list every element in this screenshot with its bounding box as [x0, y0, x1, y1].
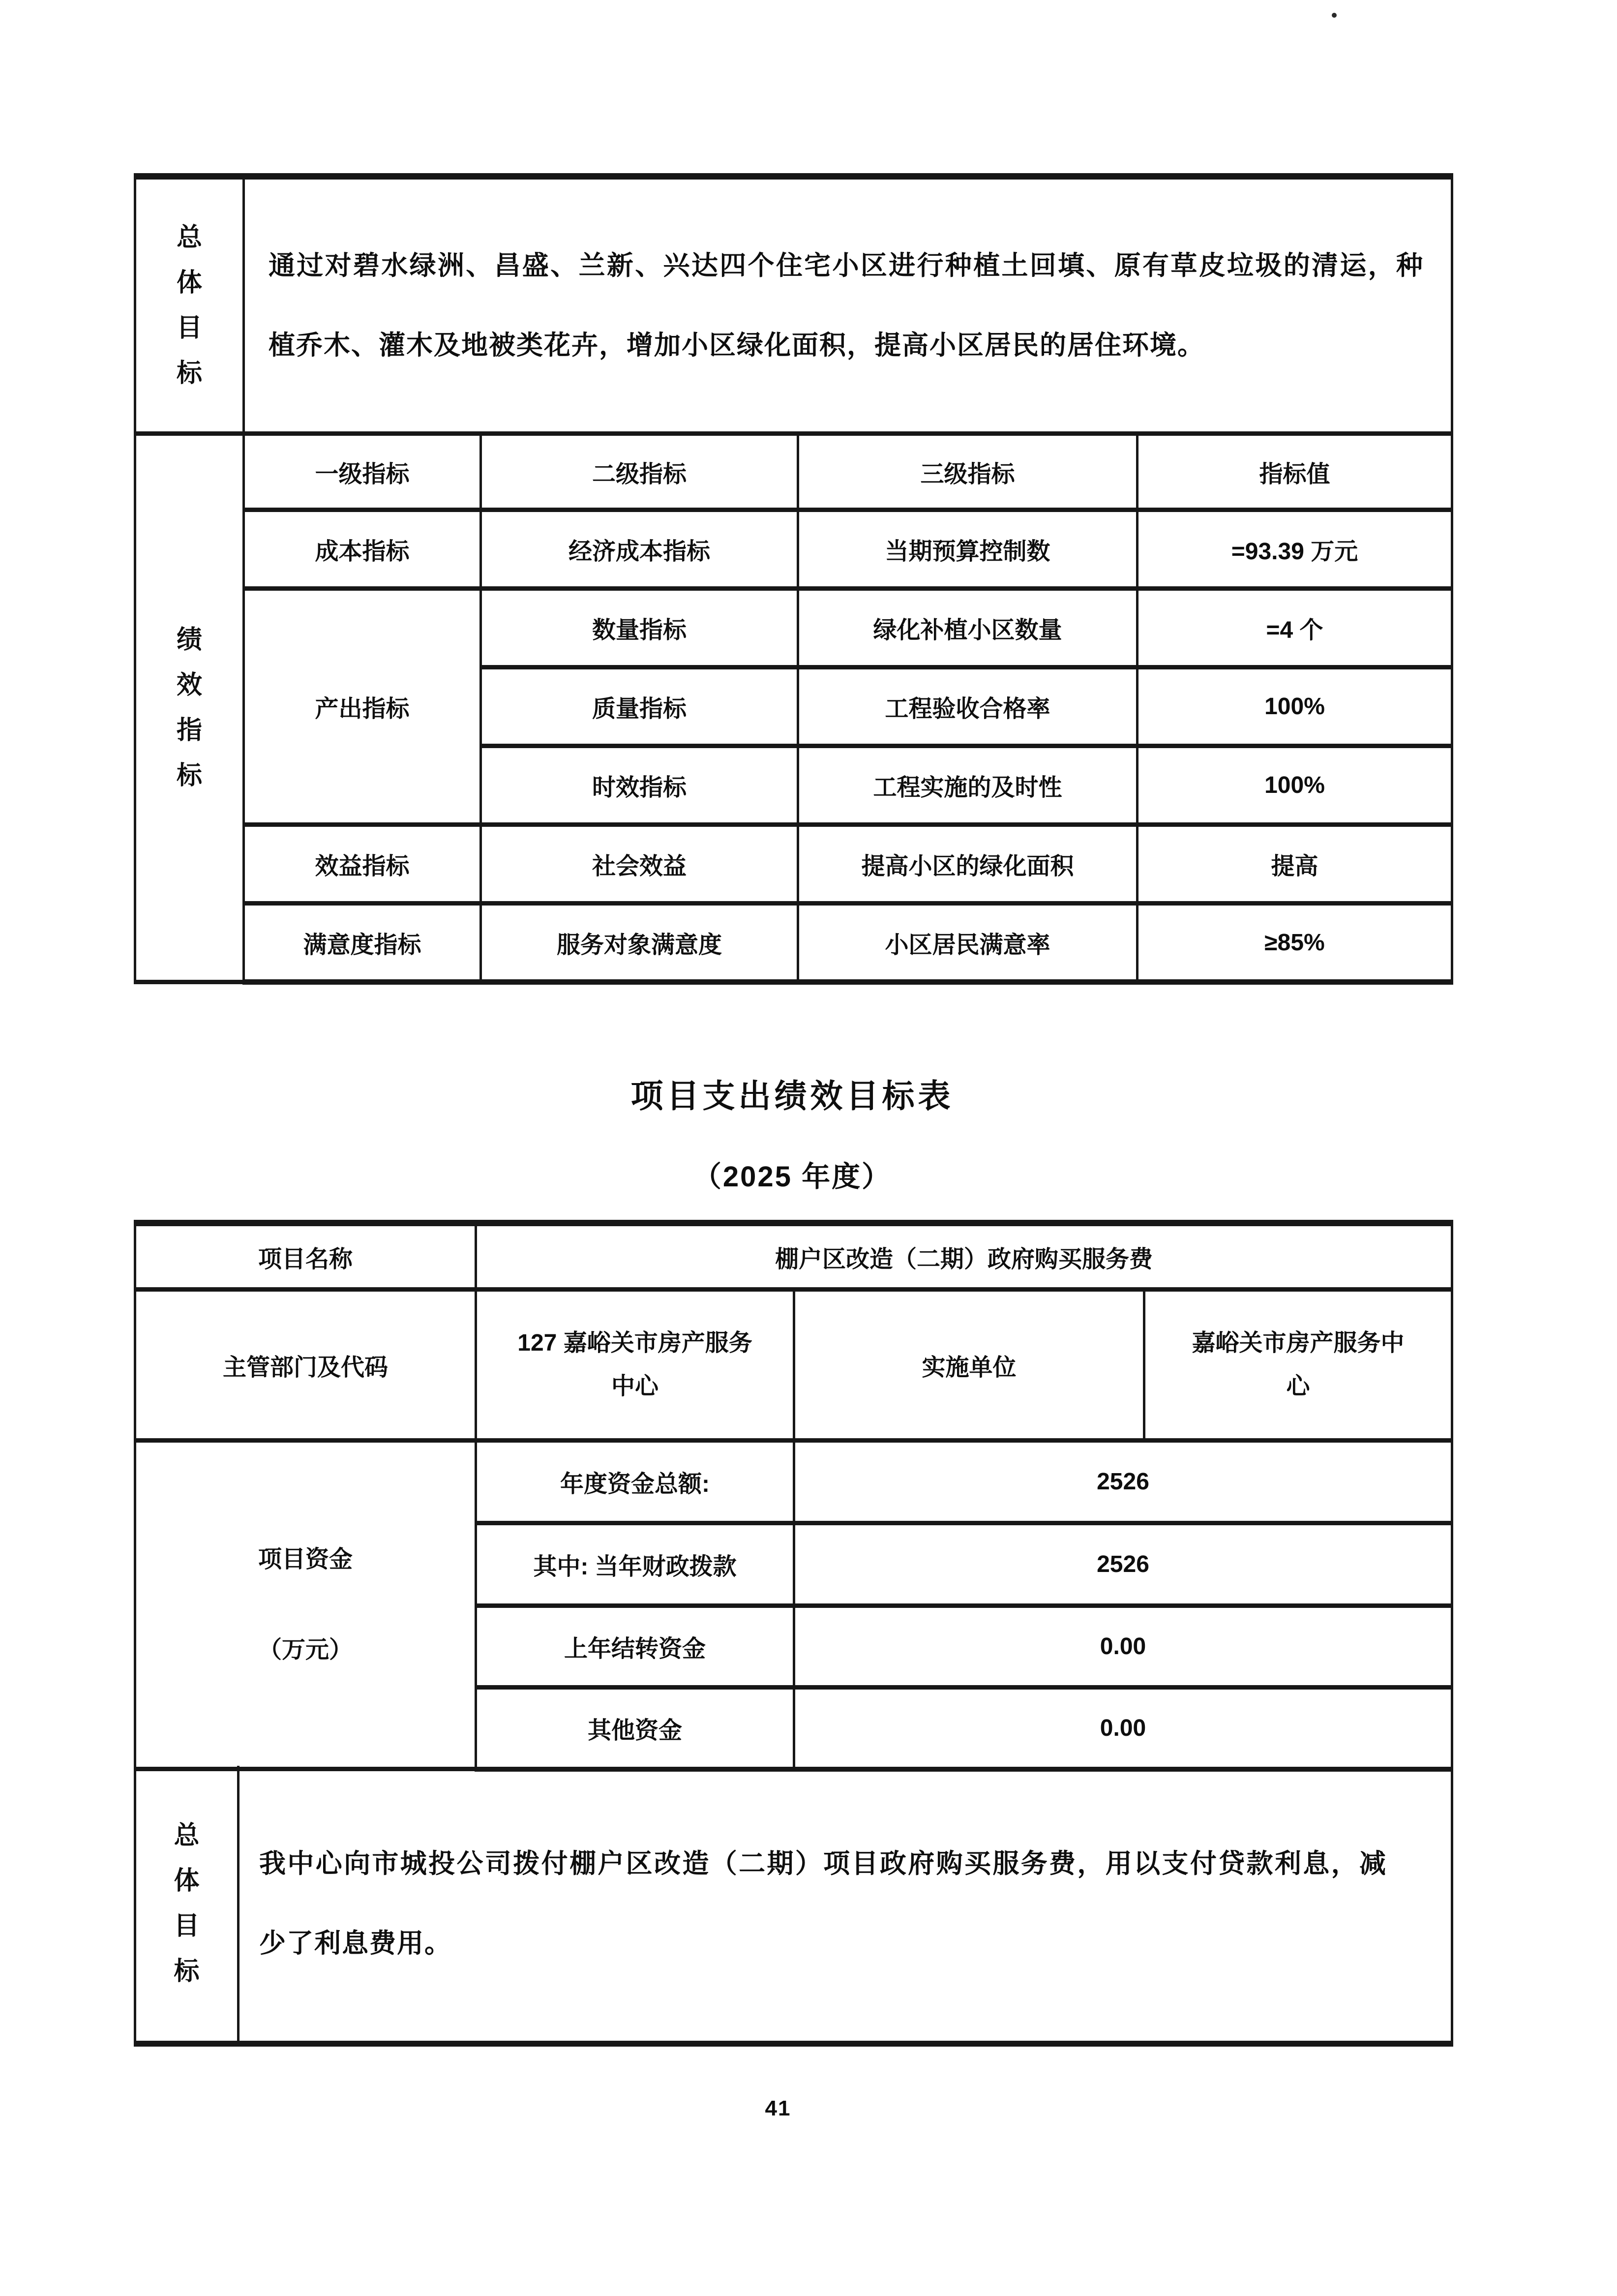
indicator-l1: 满意度指标 — [244, 904, 481, 982]
perf-indicator-label-cell — [135, 434, 244, 982]
table-row — [135, 177, 1452, 434]
column-header-level3: 三级指标 — [798, 434, 1138, 510]
overall-goal-text-cell — [239, 1766, 1452, 2044]
overall-goal-label: 总体目标 — [176, 223, 202, 388]
fund-row-label: 年度资金总额: — [476, 1441, 794, 1523]
indicator-l2: 质量指标 — [481, 667, 798, 746]
fund-row-label: 上年结转资金 — [476, 1606, 794, 1688]
indicator-l3: 当期预算控制数 — [798, 510, 1138, 589]
table-row — [135, 1223, 1452, 1290]
scan-artifact-dot — [1332, 13, 1337, 18]
table-row — [135, 510, 1452, 589]
indicator-l2: 时效指标 — [481, 746, 798, 825]
fund-row-value: 2526 — [794, 1523, 1452, 1606]
indicator-l1: 效益指标 — [244, 825, 481, 904]
section-title: 项目支出绩效目标表 — [630, 1078, 954, 1114]
project-name-value: 棚户区改造（二期）政府购买服务费 — [476, 1223, 1452, 1290]
column-header-level1: 一级指标 — [244, 434, 481, 510]
project-target-table — [134, 1220, 1453, 1772]
indicator-value: 提高 — [1138, 825, 1452, 904]
table-row — [135, 1290, 1452, 1441]
fund-row-label: 其中: 当年财政拨款 — [476, 1523, 794, 1606]
indicator-l2: 服务对象满意度 — [481, 904, 798, 982]
indicator-value: ≥85% — [1138, 904, 1452, 982]
indicator-l2: 数量指标 — [481, 589, 798, 667]
fund-row-value: 2526 — [794, 1441, 1452, 1523]
table-row — [135, 904, 1452, 982]
column-header-level2: 二级指标 — [481, 434, 798, 510]
project-overall-goal-row — [134, 1766, 1453, 2047]
indicator-l3: 小区居民满意率 — [798, 904, 1138, 982]
fund-row-value: 0.00 — [794, 1606, 1452, 1688]
indicator-l1: 成本指标 — [244, 510, 481, 589]
overall-goal-text: 我中心向市城投公司拨付棚户区改造（二期）项目政府购买服务费，用以支付贷款利息，减少了利息费用。 — [259, 1848, 1387, 1958]
project-fund-label: 项目资金 — [258, 1546, 353, 1572]
impl-unit-value: 嘉峪关市房产服务中心 — [1144, 1290, 1452, 1441]
overall-goal-label-cell — [135, 177, 244, 434]
dept-value: 127 嘉峪关市房产服务中心 — [476, 1290, 794, 1441]
indicator-value: 100% — [1138, 746, 1452, 825]
indicator-l3: 工程实施的及时性 — [798, 746, 1138, 825]
overall-goal-text-cell — [244, 177, 1452, 434]
section-subtitle: （2025 年度） — [692, 1161, 892, 1193]
column-header-value: 指标值 — [1138, 434, 1452, 510]
fund-row-label: 其他资金 — [476, 1688, 794, 1769]
project-fund-unit: （万元） — [258, 1636, 353, 1663]
table-row — [135, 589, 1452, 667]
table-row — [135, 825, 1452, 904]
table-row — [135, 1441, 1452, 1523]
indicator-l3: 绿化补植小区数量 — [798, 589, 1138, 667]
project-fund-label-cell — [135, 1441, 476, 1769]
indicator-value: =93.39 万元 — [1138, 510, 1452, 589]
impl-unit-label: 实施单位 — [794, 1290, 1144, 1441]
project-name-label: 项目名称 — [135, 1223, 476, 1290]
spacer — [136, 1575, 475, 1634]
perf-indicator-label: 绩效指标 — [176, 626, 202, 790]
table-header-row — [135, 434, 1452, 510]
indicator-l2: 社会效益 — [481, 825, 798, 904]
overall-goal-label: 总体目标 — [174, 1821, 200, 1986]
indicator-value: =4 个 — [1138, 589, 1452, 667]
indicator-l3: 工程验收合格率 — [798, 667, 1138, 746]
indicator-value: 100% — [1138, 667, 1452, 746]
dept-label: 主管部门及代码 — [135, 1290, 476, 1441]
indicator-l2: 经济成本指标 — [481, 510, 798, 589]
indicator-l3: 提高小区的绿化面积 — [798, 825, 1138, 904]
table-row — [135, 1766, 1452, 2044]
page-number: 41 — [765, 2096, 791, 2120]
indicator-l1: 产出指标 — [244, 589, 481, 825]
overall-goal-text: 通过对碧水绿洲、昌盛、兰新、兴达四个住宅小区进行种植土回填、原有草皮垃圾的清运，种植乔木、灌木及地被类花卉，增加小区绿化面积，提高小区居民的居住环境。 — [269, 251, 1424, 360]
overall-goal-label-cell — [135, 1766, 239, 2044]
fund-row-value: 0.00 — [794, 1688, 1452, 1769]
performance-indicators-table — [134, 173, 1453, 985]
